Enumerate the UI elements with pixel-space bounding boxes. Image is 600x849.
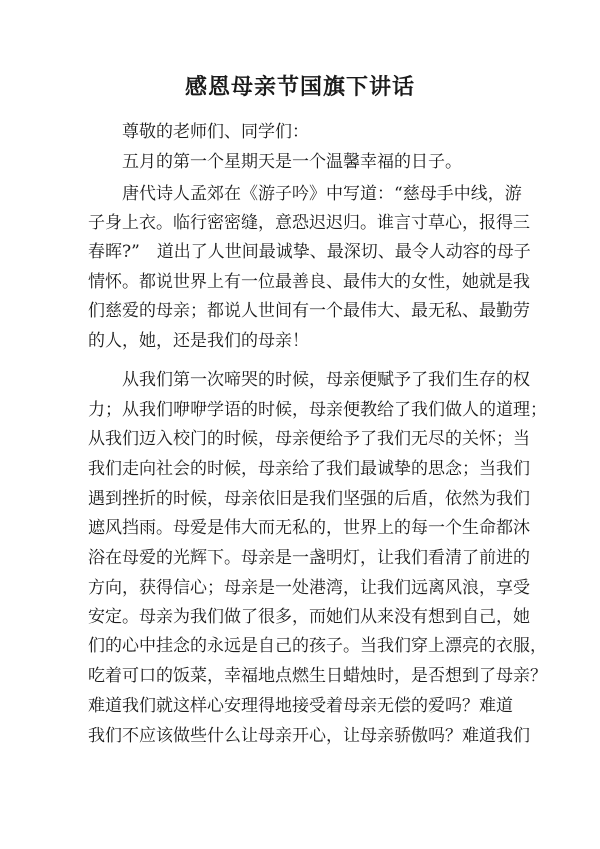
- document-title: 感恩母亲节国旗下讲话: [184, 74, 415, 100]
- text-line: 吃着可口的饭菜，幸福地点燃生日蜡烛时，是否想到了母亲？: [88, 666, 547, 686]
- text-line: 方向，获得信心；母亲是一处港湾，让我们远离风浪，享受: [88, 578, 530, 598]
- text-line: 尊敬的老师们、同学们：: [88, 122, 309, 142]
- text-line: 五月的第一个星期天是一个温馨幸福的日子。: [88, 152, 462, 172]
- text-line: 春晖?” 道出了人世间最诚挚、最深切、最令人动容的母子: [88, 242, 531, 262]
- text-line: 安定。母亲为我们做了很多，而她们从来没有想到自己，她: [88, 607, 530, 627]
- text-line: 浴在母爱的光辉下。母亲是一盏明灯，让我们看清了前进的: [88, 548, 530, 568]
- text-line: 难道我们就这样心安理得地接受着母亲无偿的爱吗？难道: [88, 696, 513, 716]
- text-line: 的人，她，还是我们的母亲！: [88, 331, 309, 351]
- text-line: 力；从我们咿咿学语的时候，母亲便教给了我们做人的道理；: [88, 400, 547, 420]
- text-line: 们慈爱的母亲；都说人世间有一个最伟大、最无私、最勤劳: [88, 301, 530, 321]
- text-line: 情怀。都说世界上有一位最善良、最伟大的女性，她就是我: [88, 272, 530, 292]
- text-line: 唐代诗人孟郊在《游子吟》中写道：“慈母手中线，游: [88, 184, 522, 204]
- text-line: 我们不应该做些什么让母亲开心，让母亲骄傲吗？难道我们: [88, 726, 530, 746]
- text-line: 遇到挫折的时候，母亲依旧是我们坚强的后盾，依然为我们: [88, 489, 530, 509]
- text-line: 们的心中挂念的永远是自己的孩子。当我们穿上漂亮的衣服，: [88, 636, 547, 656]
- text-line: 我们走向社会的时候，母亲给了我们最诚挚的思念；当我们: [88, 459, 530, 479]
- text-line: 从我们第一次啼哭的时候，母亲便赋予了我们生存的权: [88, 370, 530, 390]
- text-line: 子身上衣。临行密密缝，意恐迟迟归。谁言寸草心，报得三: [88, 213, 530, 233]
- text-line: 遮风挡雨。母爱是伟大而无私的，世界上的每一个生命都沐: [88, 518, 530, 538]
- text-line: 从我们迈入校门的时候，母亲便给予了我们无尽的关怀；当: [88, 429, 530, 449]
